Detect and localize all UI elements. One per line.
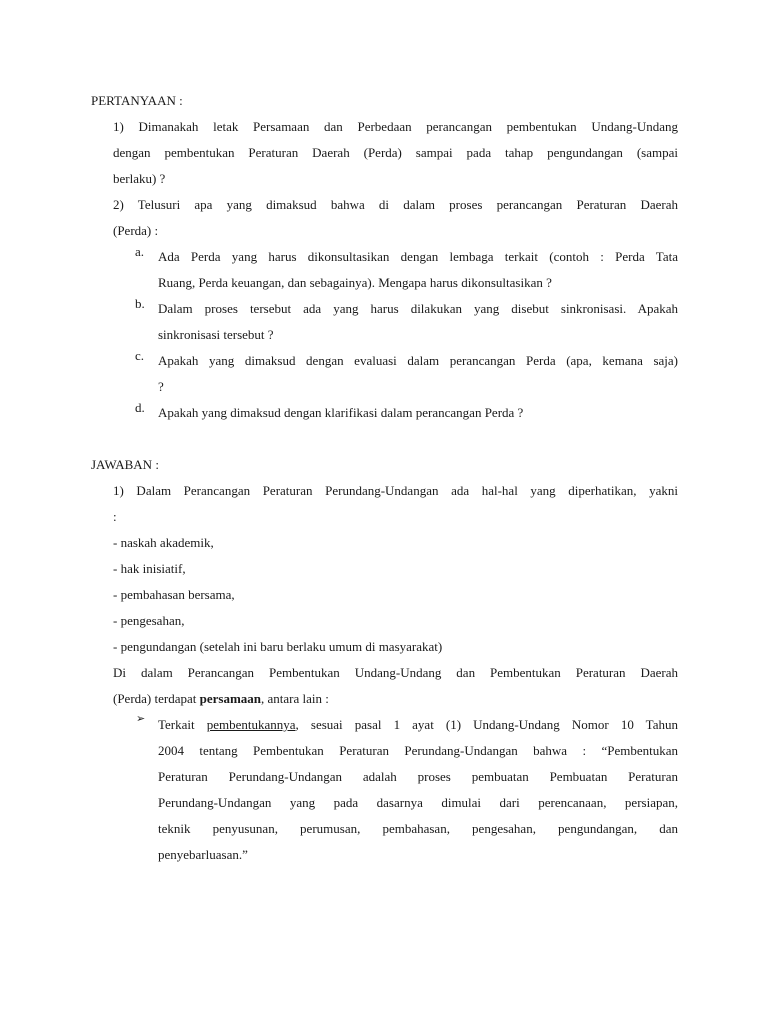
question-2: [91, 192, 678, 244]
list-item: - naskah akademik,: [113, 535, 214, 550]
paragraph-text: (Perda) terdapat: [113, 691, 200, 706]
sub-question-b: [91, 296, 678, 348]
list-marker: a.: [135, 244, 145, 259]
bullet-line: Perundang-Undangan yang pada dasarnya dimulai dari perencanaan, persiapan,: [158, 795, 678, 810]
sub-question-line: Apakah yang dimaksud dengan klarifikasi dalam perancangan Perda ?: [158, 405, 524, 420]
list-item: - pengundangan (setelah ini baru berlaku umum di masyarakat): [113, 639, 443, 654]
answer-1: [91, 478, 678, 530]
list-marker: d.: [135, 400, 145, 415]
arrow-bullet-icon: ➢: [136, 713, 146, 725]
sub-question-line: Ada Perda yang harus dikonsultasikan dengan lembaga terkait (contoh : Perda Tata: [158, 249, 678, 264]
list-item: - pengesahan,: [113, 613, 185, 628]
answer-1-line: :: [113, 509, 117, 524]
list-item: - pembahasan bersama,: [113, 587, 235, 602]
sub-question-d: [91, 400, 678, 426]
answer-paragraph: [91, 660, 678, 712]
question-heading: PERTANYAAN :: [91, 93, 183, 108]
answer-item-list: [91, 530, 678, 660]
sub-question-line: sinkronisasi tersebut ?: [158, 327, 274, 342]
question-1-line: dengan pembentukan Peraturan Daerah (Perda) sampai pada tahap pengundangan (sampai: [113, 145, 678, 160]
question-2-line: 2) Telusuri apa yang dimaksud bahwa di dalam proses perancangan Peraturan Daerah: [113, 197, 678, 212]
sub-question-a: [91, 244, 678, 296]
paragraph-line: [91, 686, 678, 712]
bullet-text: , sesuai pasal 1 ayat (1) Undang-Undang Nomor 10 Tahun: [295, 717, 678, 732]
bullet-line: Peraturan Perundang-Undangan adalah proses pembuatan Pembuatan Peraturan: [158, 769, 678, 784]
answer-bullet: [91, 712, 678, 868]
paragraph-line: Di dalam Perancangan Pembentukan Undang-Undang dan Pembentukan Peraturan Daerah: [113, 665, 678, 680]
underlined-term: pembentukannya: [206, 717, 296, 732]
sub-question-line: ?: [158, 379, 164, 394]
paragraph-text: , antara lain :: [261, 691, 329, 706]
question-1-line: 1) Dimanakah letak Persamaan dan Perbedaan perancangan pembentukan Undang-Undang: [113, 119, 678, 134]
question-1-line: berlaku) ?: [113, 171, 166, 186]
bullet-line: 2004 tentang Pembentukan Peraturan Perundang-Undangan bahwa : “Pembentukan: [158, 743, 678, 758]
bullet-line: [91, 712, 678, 738]
bullet-item: [91, 712, 678, 868]
sub-question-line: Ruang, Perda keuangan, dan sebagainya). Mengapa harus dikonsultasikan ?: [158, 275, 552, 290]
answer-heading: JAWABAN :: [91, 457, 159, 472]
bold-term: persamaan: [199, 691, 262, 706]
sub-question-line: Apakah yang dimaksud dengan evaluasi dalam perancangan Perda (apa, kemana saja): [158, 353, 678, 368]
bullet-line: teknik penyusunan, perumusan, pembahasan, pengesahan, pengundangan, dan: [158, 821, 678, 836]
list-marker: c.: [135, 348, 145, 363]
list-marker: b.: [135, 296, 145, 311]
list-item: - hak inisiatif,: [113, 561, 186, 576]
sub-question-line: Dalam proses tersebut ada yang harus dilakukan yang disebut sinkronisasi. Apakah: [158, 301, 678, 316]
sub-question-c: [91, 348, 678, 400]
question-1: [91, 114, 678, 192]
answer-1-line: 1) Dalam Perancangan Peraturan Perundang-Undangan ada hal-hal yang diperhatikan, yakni: [113, 483, 678, 498]
sub-question-list: [91, 244, 678, 426]
bullet-line: penyebarluasan.”: [158, 847, 248, 862]
question-2-line: (Perda) :: [113, 223, 159, 238]
bullet-text: Terkait: [158, 717, 207, 732]
